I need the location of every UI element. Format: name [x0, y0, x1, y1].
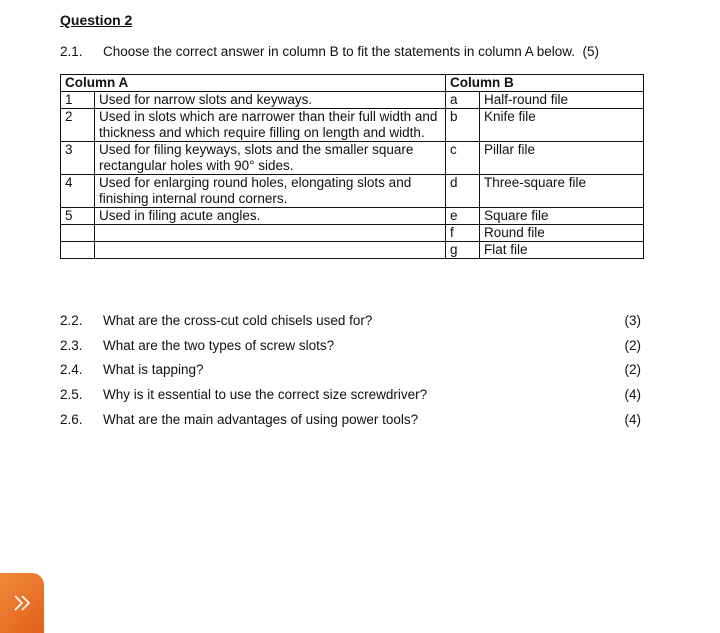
row-letter: f	[446, 225, 480, 242]
question-text: What are the two types of screw slots?	[103, 337, 335, 353]
question-number: 2.2.	[60, 313, 83, 328]
question-marks: (3)	[624, 313, 641, 328]
question-marks: (4)	[624, 411, 641, 427]
question-text: Why is it essential to use the correct size screwdriver?	[103, 387, 428, 403]
question-text: Choose the correct answer in column B to fit the statements in column A below. (5)	[103, 44, 600, 59]
table-row	[61, 92, 644, 109]
column-a-statement: Used in slots which are narrower than their full width and thickness and which require filling on length and width.	[95, 109, 446, 142]
question-text: What are the cross-cut cold chisels used for?	[103, 313, 373, 328]
column-a-statement: Used for enlarging round holes, elongating slots and finishing internal round corners.	[95, 175, 446, 208]
row-letter: e	[446, 208, 480, 225]
table-row	[61, 242, 644, 259]
double-chevron-right-icon	[11, 592, 33, 614]
question-marks: (5)	[582, 44, 600, 59]
column-b-header: Column B	[446, 75, 644, 92]
column-a-statement	[95, 242, 446, 259]
column-a-statement	[95, 225, 446, 242]
row-number: 2	[61, 109, 95, 142]
row-letter: c	[446, 142, 480, 175]
row-number	[61, 225, 95, 242]
list-item	[60, 313, 645, 338]
question-heading: Question 2	[60, 12, 133, 28]
column-b-answer: Knife file	[480, 109, 644, 142]
matching-table	[60, 74, 644, 259]
row-letter: g	[446, 242, 480, 259]
column-a-statement: Used for filing keyways, slots and the smaller square rectangular holes with 90° sides.	[95, 142, 446, 175]
column-b-answer: Round file	[480, 225, 644, 242]
table-row	[61, 225, 644, 242]
row-number: 4	[61, 175, 95, 208]
question-marks: (2)	[624, 362, 641, 378]
row-number: 1	[61, 92, 95, 109]
row-number: 3	[61, 142, 95, 175]
row-letter: d	[446, 175, 480, 208]
column-b-answer: Flat file	[480, 242, 644, 259]
question-number: 2.6.	[60, 411, 83, 427]
column-b-answer: Pillar file	[480, 142, 644, 175]
row-number: 5	[61, 208, 95, 225]
column-b-answer: Square file	[480, 208, 644, 225]
list-item	[60, 387, 645, 412]
question-list	[60, 313, 645, 436]
table-header-row	[61, 75, 644, 92]
column-b-answer: Half-round file	[480, 92, 644, 109]
row-letter: b	[446, 109, 480, 142]
question-number: 2.4.	[60, 362, 83, 378]
list-item	[60, 412, 645, 437]
question-marks: (2)	[624, 337, 641, 353]
table-row	[61, 175, 644, 208]
question-text: What is tapping?	[103, 362, 204, 378]
table-row	[61, 109, 644, 142]
list-item	[60, 338, 645, 363]
list-item	[60, 362, 645, 387]
question-number: 2.3.	[60, 337, 83, 353]
column-a-statement: Used in filing acute angles.	[95, 208, 446, 225]
column-b-answer: Three-square file	[480, 175, 644, 208]
column-a-header: Column A	[61, 75, 446, 92]
question-marks: (4)	[624, 387, 641, 403]
row-number	[61, 242, 95, 259]
row-letter: a	[446, 92, 480, 109]
question-text: What are the main advantages of using power tools?	[103, 411, 419, 427]
table-row	[61, 208, 644, 225]
question-number: 2.5.	[60, 387, 83, 403]
table-row	[61, 142, 644, 175]
next-page-tab[interactable]	[0, 573, 44, 633]
question-number: 2.1.	[60, 44, 83, 59]
column-a-statement: Used for narrow slots and keyways.	[95, 92, 446, 109]
